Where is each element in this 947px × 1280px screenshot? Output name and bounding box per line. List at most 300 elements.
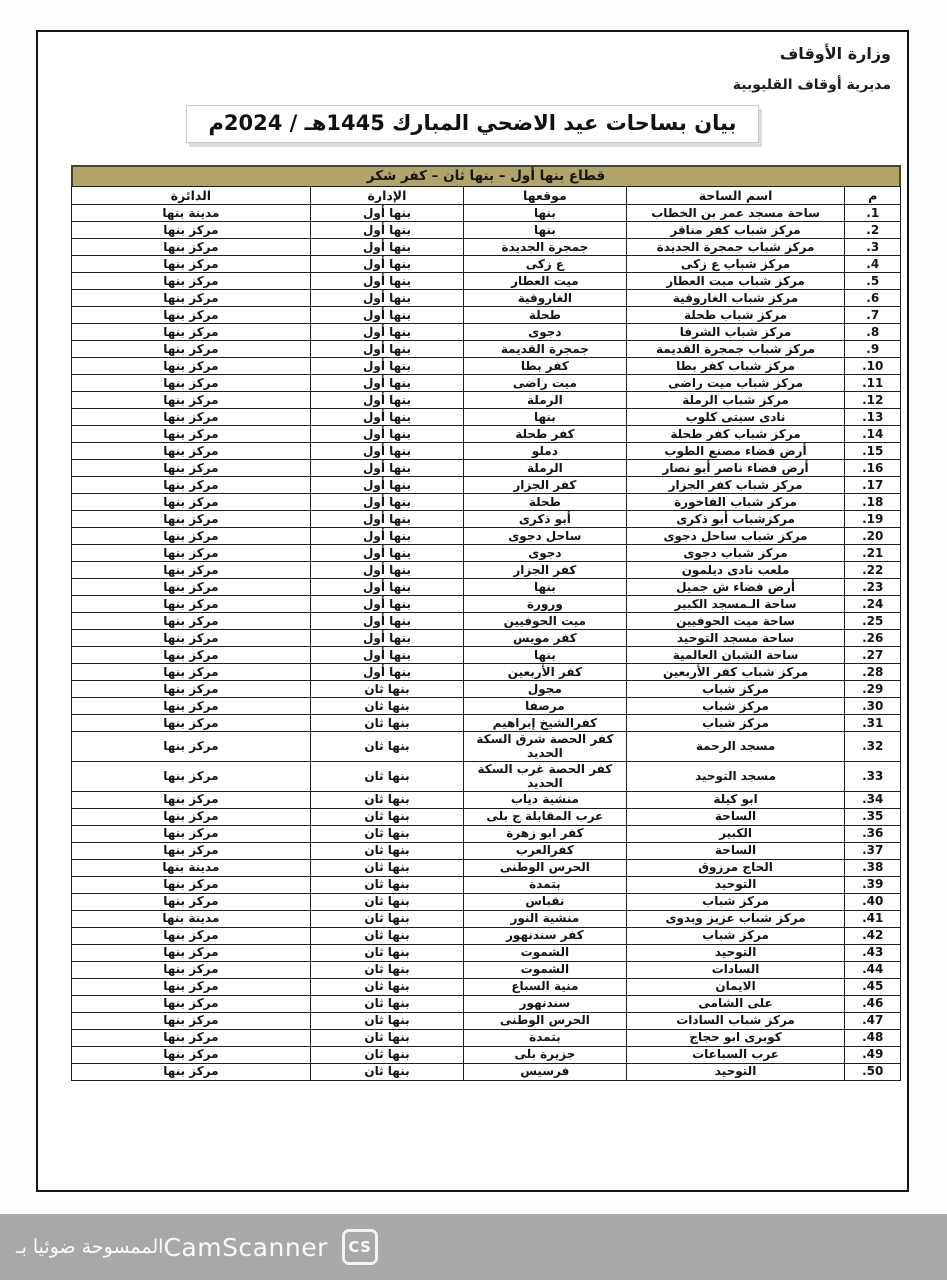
table-row [72,545,901,562]
cell-admin: بنها ثان [310,808,463,825]
cell-location: كفر الحصة شرق السكة الحديد [464,732,626,762]
cell-admin: بنها أول [310,256,463,273]
cell-name: السادات [626,961,845,978]
cell-admin: بنها أول [310,341,463,358]
cell-name: الايمان [626,978,845,995]
cell-district: مركز بنها [72,324,311,341]
cell-admin: بنها ثان [310,1029,463,1046]
camscanner-app-name: CamScanner [163,1232,328,1262]
table-row [72,715,901,732]
table-row [72,443,901,460]
cell-no: 20. [845,528,901,545]
cell-no: 42. [845,927,901,944]
cell-no: 2. [845,222,901,239]
table-row [72,1012,901,1029]
cell-name: التوحيد [626,876,845,893]
cell-name: مركز شباب [626,698,845,715]
camscanner-logo-icon: CS [342,1229,378,1265]
cell-name: مركز شباب الشرفا [626,324,845,341]
cell-name: أرض فضاء مصنع الطوب [626,443,845,460]
cell-name: مركز شباب السادات [626,1012,845,1029]
cell-district: مركز بنها [72,664,311,681]
cell-district: مركز بنها [72,528,311,545]
cell-no: 13. [845,409,901,426]
cell-admin: بنها أول [310,290,463,307]
cell-location: الرملة [464,460,626,477]
table-row [72,596,901,613]
cell-no: 36. [845,825,901,842]
camscanner-footer-bar [0,1214,947,1280]
cell-admin: بنها ثان [310,1046,463,1063]
cell-admin: بنها ثان [310,859,463,876]
cell-location: ساحل دجوى [464,528,626,545]
cell-name: عرب السباعات [626,1046,845,1063]
cell-no: 46. [845,995,901,1012]
cell-admin: بنها ثان [310,910,463,927]
cell-admin: بنها أول [310,375,463,392]
cell-location: أبو ذكرى [464,511,626,528]
cell-district: مركز بنها [72,995,311,1012]
cell-name: مركز شباب [626,893,845,910]
cell-location: ميت العطار [464,273,626,290]
cell-location: دملو [464,443,626,460]
cell-no: 7. [845,307,901,324]
cell-location: كفر الجزار [464,477,626,494]
cell-name: مركز شباب الغاروقية [626,290,845,307]
cell-admin: بنها ثان [310,791,463,808]
cell-location: كفر مويس [464,630,626,647]
cell-name: نادى سيتى كلوب [626,409,845,426]
cell-admin: بنها أول [310,477,463,494]
cell-admin: بنها أول [310,596,463,613]
cell-district: مركز بنها [72,222,311,239]
table-row [72,460,901,477]
cell-district: مركز بنها [72,927,311,944]
table-area [71,165,901,1081]
cell-district: مركز بنها [72,732,311,762]
cell-admin: بنها ثان [310,1063,463,1080]
cell-district: مركز بنها [72,460,311,477]
cell-district: مركز بنها [72,825,311,842]
table-row [72,825,901,842]
cell-district: مركز بنها [72,375,311,392]
cell-location: ع زكى [464,256,626,273]
cell-no: 14. [845,426,901,443]
table-row [72,528,901,545]
cell-location: ميت راضى [464,375,626,392]
cell-name: مركزشباب أبو ذكرى [626,511,845,528]
cell-location: ورورة [464,596,626,613]
cell-name: ساحة ميت الحوفيين [626,613,845,630]
cell-name: مركز شباب [626,681,845,698]
cell-name: ساحة الـمسجد الكبير [626,596,845,613]
cell-admin: بنها أول [310,443,463,460]
cell-name: مركز شباب كفر الأربعين [626,664,845,681]
cell-location: طحلة [464,494,626,511]
cell-admin: بنها أول [310,630,463,647]
cell-no: 23. [845,579,901,596]
table-row [72,222,901,239]
cell-no: 27. [845,647,901,664]
cell-no: 19. [845,511,901,528]
cell-name: مركز شباب جمجرة الجديدة [626,239,845,256]
cell-district: مركز بنها [72,579,311,596]
cell-location: كفر بطا [464,358,626,375]
cell-district: مركز بنها [72,761,311,791]
table-row [72,630,901,647]
cell-district: مركز بنها [72,808,311,825]
cell-admin: بنها أول [310,647,463,664]
cell-name: مسجد الرحمة [626,732,845,762]
cell-name: على الشامى [626,995,845,1012]
cell-location: الشموت [464,961,626,978]
cell-district: مركز بنها [72,392,311,409]
table-row [72,341,901,358]
cell-no: 44. [845,961,901,978]
cell-district: مركز بنها [72,978,311,995]
cell-district: مركز بنها [72,944,311,961]
cell-admin: بنها ثان [310,1012,463,1029]
table-row [72,409,901,426]
cell-district: مركز بنها [72,256,311,273]
cell-admin: بنها أول [310,613,463,630]
cell-no: 1. [845,205,901,222]
cell-district: مركز بنها [72,341,311,358]
cell-location: كفر طحلة [464,426,626,443]
table-row [72,392,901,409]
cell-no: 9. [845,341,901,358]
table-row [72,978,901,995]
cell-no: 49. [845,1046,901,1063]
cell-location: كفر سندنهور [464,927,626,944]
cell-district: مركز بنها [72,1012,311,1029]
cell-district: مركز بنها [72,290,311,307]
cell-location: كفرالعرب [464,842,626,859]
table-row [72,647,901,664]
cell-location: كفر الأربعين [464,664,626,681]
cell-district: مركز بنها [72,961,311,978]
table-row [72,562,901,579]
table-row [72,290,901,307]
cell-name: مركز شباب ساحل دجوى [626,528,845,545]
cell-admin: بنها ثان [310,944,463,961]
cell-name: مركز شباب الرملة [626,392,845,409]
table-row [72,613,901,630]
cell-name: مركز شباب عزيز وبدوى [626,910,845,927]
cell-district: مدينة بنها [72,859,311,876]
table-row [72,995,901,1012]
cell-district: مركز بنها [72,562,311,579]
cell-district: مركز بنها [72,1029,311,1046]
cell-no: 6. [845,290,901,307]
cell-district: مركز بنها [72,477,311,494]
cell-name: ابو كيلة [626,791,845,808]
cell-admin: بنها أول [310,205,463,222]
table-row [72,239,901,256]
header-location: موقعها [464,187,626,205]
cell-admin: بنها أول [310,239,463,256]
cell-district: مركز بنها [72,1063,311,1080]
cell-no: 10. [845,358,901,375]
cell-location: منشية النور [464,910,626,927]
table-row [72,808,901,825]
header-name: اسم الساحة [626,187,845,205]
cell-no: 38. [845,859,901,876]
cell-location: الحرس الوطنى [464,859,626,876]
cell-district: مركز بنها [72,409,311,426]
cell-district: مركز بنها [72,715,311,732]
cell-district: مركز بنها [72,630,311,647]
cell-admin: بنها ثان [310,893,463,910]
cell-location: الرملة [464,392,626,409]
cell-admin: بنها أول [310,392,463,409]
table-row [72,273,901,290]
table-row [72,477,901,494]
cell-no: 34. [845,791,901,808]
table-row [72,698,901,715]
cell-location: بنها [464,222,626,239]
cell-name: الساحة [626,842,845,859]
table-header [72,187,901,205]
cell-no: 8. [845,324,901,341]
cell-name: مركز شباب ميت راضى [626,375,845,392]
cell-name: مركز شباب كفر مناقر [626,222,845,239]
cell-no: 11. [845,375,901,392]
cell-district: مركز بنها [72,613,311,630]
table-row [72,1063,901,1080]
table-row [72,961,901,978]
cell-location: دجوى [464,324,626,341]
cell-district: مركز بنها [72,494,311,511]
cell-name: مركز شباب طحلة [626,307,845,324]
cell-no: 39. [845,876,901,893]
cell-district: مركز بنها [72,426,311,443]
cell-no: 32. [845,732,901,762]
cell-district: مركز بنها [72,893,311,910]
cell-location: كفرالشيخ إبراهيم [464,715,626,732]
scanned-with-label: الممسوحة ضوئيا بـ [16,1236,164,1258]
cell-no: 47. [845,1012,901,1029]
cell-admin: بنها ثان [310,842,463,859]
cell-admin: بنها أول [310,511,463,528]
table-row [72,494,901,511]
squares-table [71,186,901,1081]
header-admin: الإدارة [310,187,463,205]
cell-no: 37. [845,842,901,859]
cell-admin: بنها ثان [310,761,463,791]
cell-district: مركز بنها [72,511,311,528]
cell-no: 31. [845,715,901,732]
cell-admin: بنها ثان [310,961,463,978]
cell-location: بنها [464,409,626,426]
cell-name: ساحة مسجد التوحيد [626,630,845,647]
cell-name: التوحيد [626,1063,845,1080]
header-district: الدائرة [72,187,311,205]
cell-no: 28. [845,664,901,681]
header-no: م [845,187,901,205]
table-row [72,859,901,876]
cell-admin: بنها أول [310,579,463,596]
table-row [72,511,901,528]
sector-band: قطاع بنها أول – بنها ثان – كفر شكر [71,165,901,186]
cell-admin: بنها أول [310,562,463,579]
cell-no: 33. [845,761,901,791]
cell-admin: بنها أول [310,545,463,562]
cell-location: الشموت [464,944,626,961]
cell-district: مركز بنها [72,273,311,290]
cell-district: مركز بنها [72,358,311,375]
cell-no: 26. [845,630,901,647]
cell-no: 48. [845,1029,901,1046]
cell-name: مركز شباب جمجرة القديمة [626,341,845,358]
cell-no: 5. [845,273,901,290]
cell-location: ميت الحوفيين [464,613,626,630]
cell-name: مركز شباب دجوى [626,545,845,562]
table-row [72,358,901,375]
cell-name: ساحة الشبان العالمية [626,647,845,664]
cell-location: مجول [464,681,626,698]
cell-admin: بنها أول [310,494,463,511]
cell-no: 35. [845,808,901,825]
cell-admin: بنها ثان [310,876,463,893]
cell-district: مركز بنها [72,647,311,664]
letterhead [38,44,907,93]
cell-district: مركز بنها [72,307,311,324]
cell-location: فرسيس [464,1063,626,1080]
cell-name: أرض فضاء ناصر أبو نصار [626,460,845,477]
table-row [72,579,901,596]
table-row [72,324,901,341]
cell-location: بنها [464,205,626,222]
cell-location: كفر الحصة غرب السكة الحديد [464,761,626,791]
cell-district: مركز بنها [72,698,311,715]
cell-admin: بنها ثان [310,732,463,762]
cell-location: بتمدة [464,1029,626,1046]
cell-district: مركز بنها [72,545,311,562]
cell-admin: بنها أول [310,528,463,545]
table-row [72,375,901,392]
table-row [72,307,901,324]
cell-no: 25. [845,613,901,630]
table-row [72,944,901,961]
cell-name: مركز شباب ع زكى [626,256,845,273]
cell-no: 4. [845,256,901,273]
cell-district: مركز بنها [72,681,311,698]
table-row [72,1029,901,1046]
cell-name: الحاج مرزوق [626,859,845,876]
cell-no: 43. [845,944,901,961]
cell-district: مركز بنها [72,791,311,808]
directorate-name: مديرية أوقاف القليوبية [732,77,891,93]
table-row [72,681,901,698]
cell-admin: بنها ثان [310,927,463,944]
cell-no: 18. [845,494,901,511]
cell-admin: بنها ثان [310,978,463,995]
cell-name: مركز شباب كفر طحلة [626,426,845,443]
cell-no: 16. [845,460,901,477]
title-container [38,105,907,143]
table-row [72,732,901,762]
cell-location: منية السباع [464,978,626,995]
document-border [36,30,909,1192]
table-row [72,842,901,859]
cell-admin: بنها أول [310,273,463,290]
table-row [72,664,901,681]
table-row [72,910,901,927]
cell-no: 17. [845,477,901,494]
cell-name: مركز شباب كفر الجزار [626,477,845,494]
cell-admin: بنها ثان [310,995,463,1012]
cell-district: مدينة بنها [72,910,311,927]
table-row [72,256,901,273]
cell-location: جمجرة الجديدة [464,239,626,256]
cell-no: 22. [845,562,901,579]
cell-no: 50. [845,1063,901,1080]
cell-no: 29. [845,681,901,698]
table-row [72,876,901,893]
cell-admin: بنها ثان [310,698,463,715]
cell-location: نقباس [464,893,626,910]
cell-location: دجوى [464,545,626,562]
cell-admin: بنها أول [310,460,463,477]
cell-no: 30. [845,698,901,715]
cell-name: أرض فضاء ش جميل [626,579,845,596]
cell-name: ملعب نادى ديلمون [626,562,845,579]
cell-admin: بنها أول [310,358,463,375]
cell-district: مركز بنها [72,443,311,460]
cell-no: 24. [845,596,901,613]
cell-no: 41. [845,910,901,927]
cell-district: مركز بنها [72,842,311,859]
cell-location: مرصفا [464,698,626,715]
table-row [72,1046,901,1063]
cell-admin: بنها أول [310,222,463,239]
cell-location: طحلة [464,307,626,324]
cell-name: ساحة مسجد عمر بن الخطاب [626,205,845,222]
cell-name: مركز شباب كفر بطا [626,358,845,375]
cell-name: التوحيد [626,944,845,961]
cell-admin: بنها أول [310,307,463,324]
cell-admin: بنها ثان [310,825,463,842]
table-row [72,927,901,944]
table-row [72,791,901,808]
cell-location: بتمدة [464,876,626,893]
cell-admin: بنها أول [310,426,463,443]
cell-location: كفر ابو زهرة [464,825,626,842]
cell-location: عرب المقابلة ج بلى [464,808,626,825]
cell-admin: بنها أول [310,664,463,681]
header-row [72,187,901,205]
ministry-name: وزارة الأوقاف [779,44,891,63]
cell-name: مركز شباب الفاخورة [626,494,845,511]
cell-admin: بنها ثان [310,681,463,698]
cell-no: 12. [845,392,901,409]
cell-no: 3. [845,239,901,256]
cell-admin: بنها أول [310,324,463,341]
cell-district: مركز بنها [72,596,311,613]
cell-location: جمجرة القديمة [464,341,626,358]
cell-location: منشية دياب [464,791,626,808]
cell-name: الكبير [626,825,845,842]
cell-location: الغاروقية [464,290,626,307]
table-body [72,205,901,1081]
table-row [72,426,901,443]
cell-location: سندنهور [464,995,626,1012]
cell-name: مركز شباب [626,927,845,944]
cell-no: 15. [845,443,901,460]
cell-no: 45. [845,978,901,995]
cell-district: مركز بنها [72,876,311,893]
